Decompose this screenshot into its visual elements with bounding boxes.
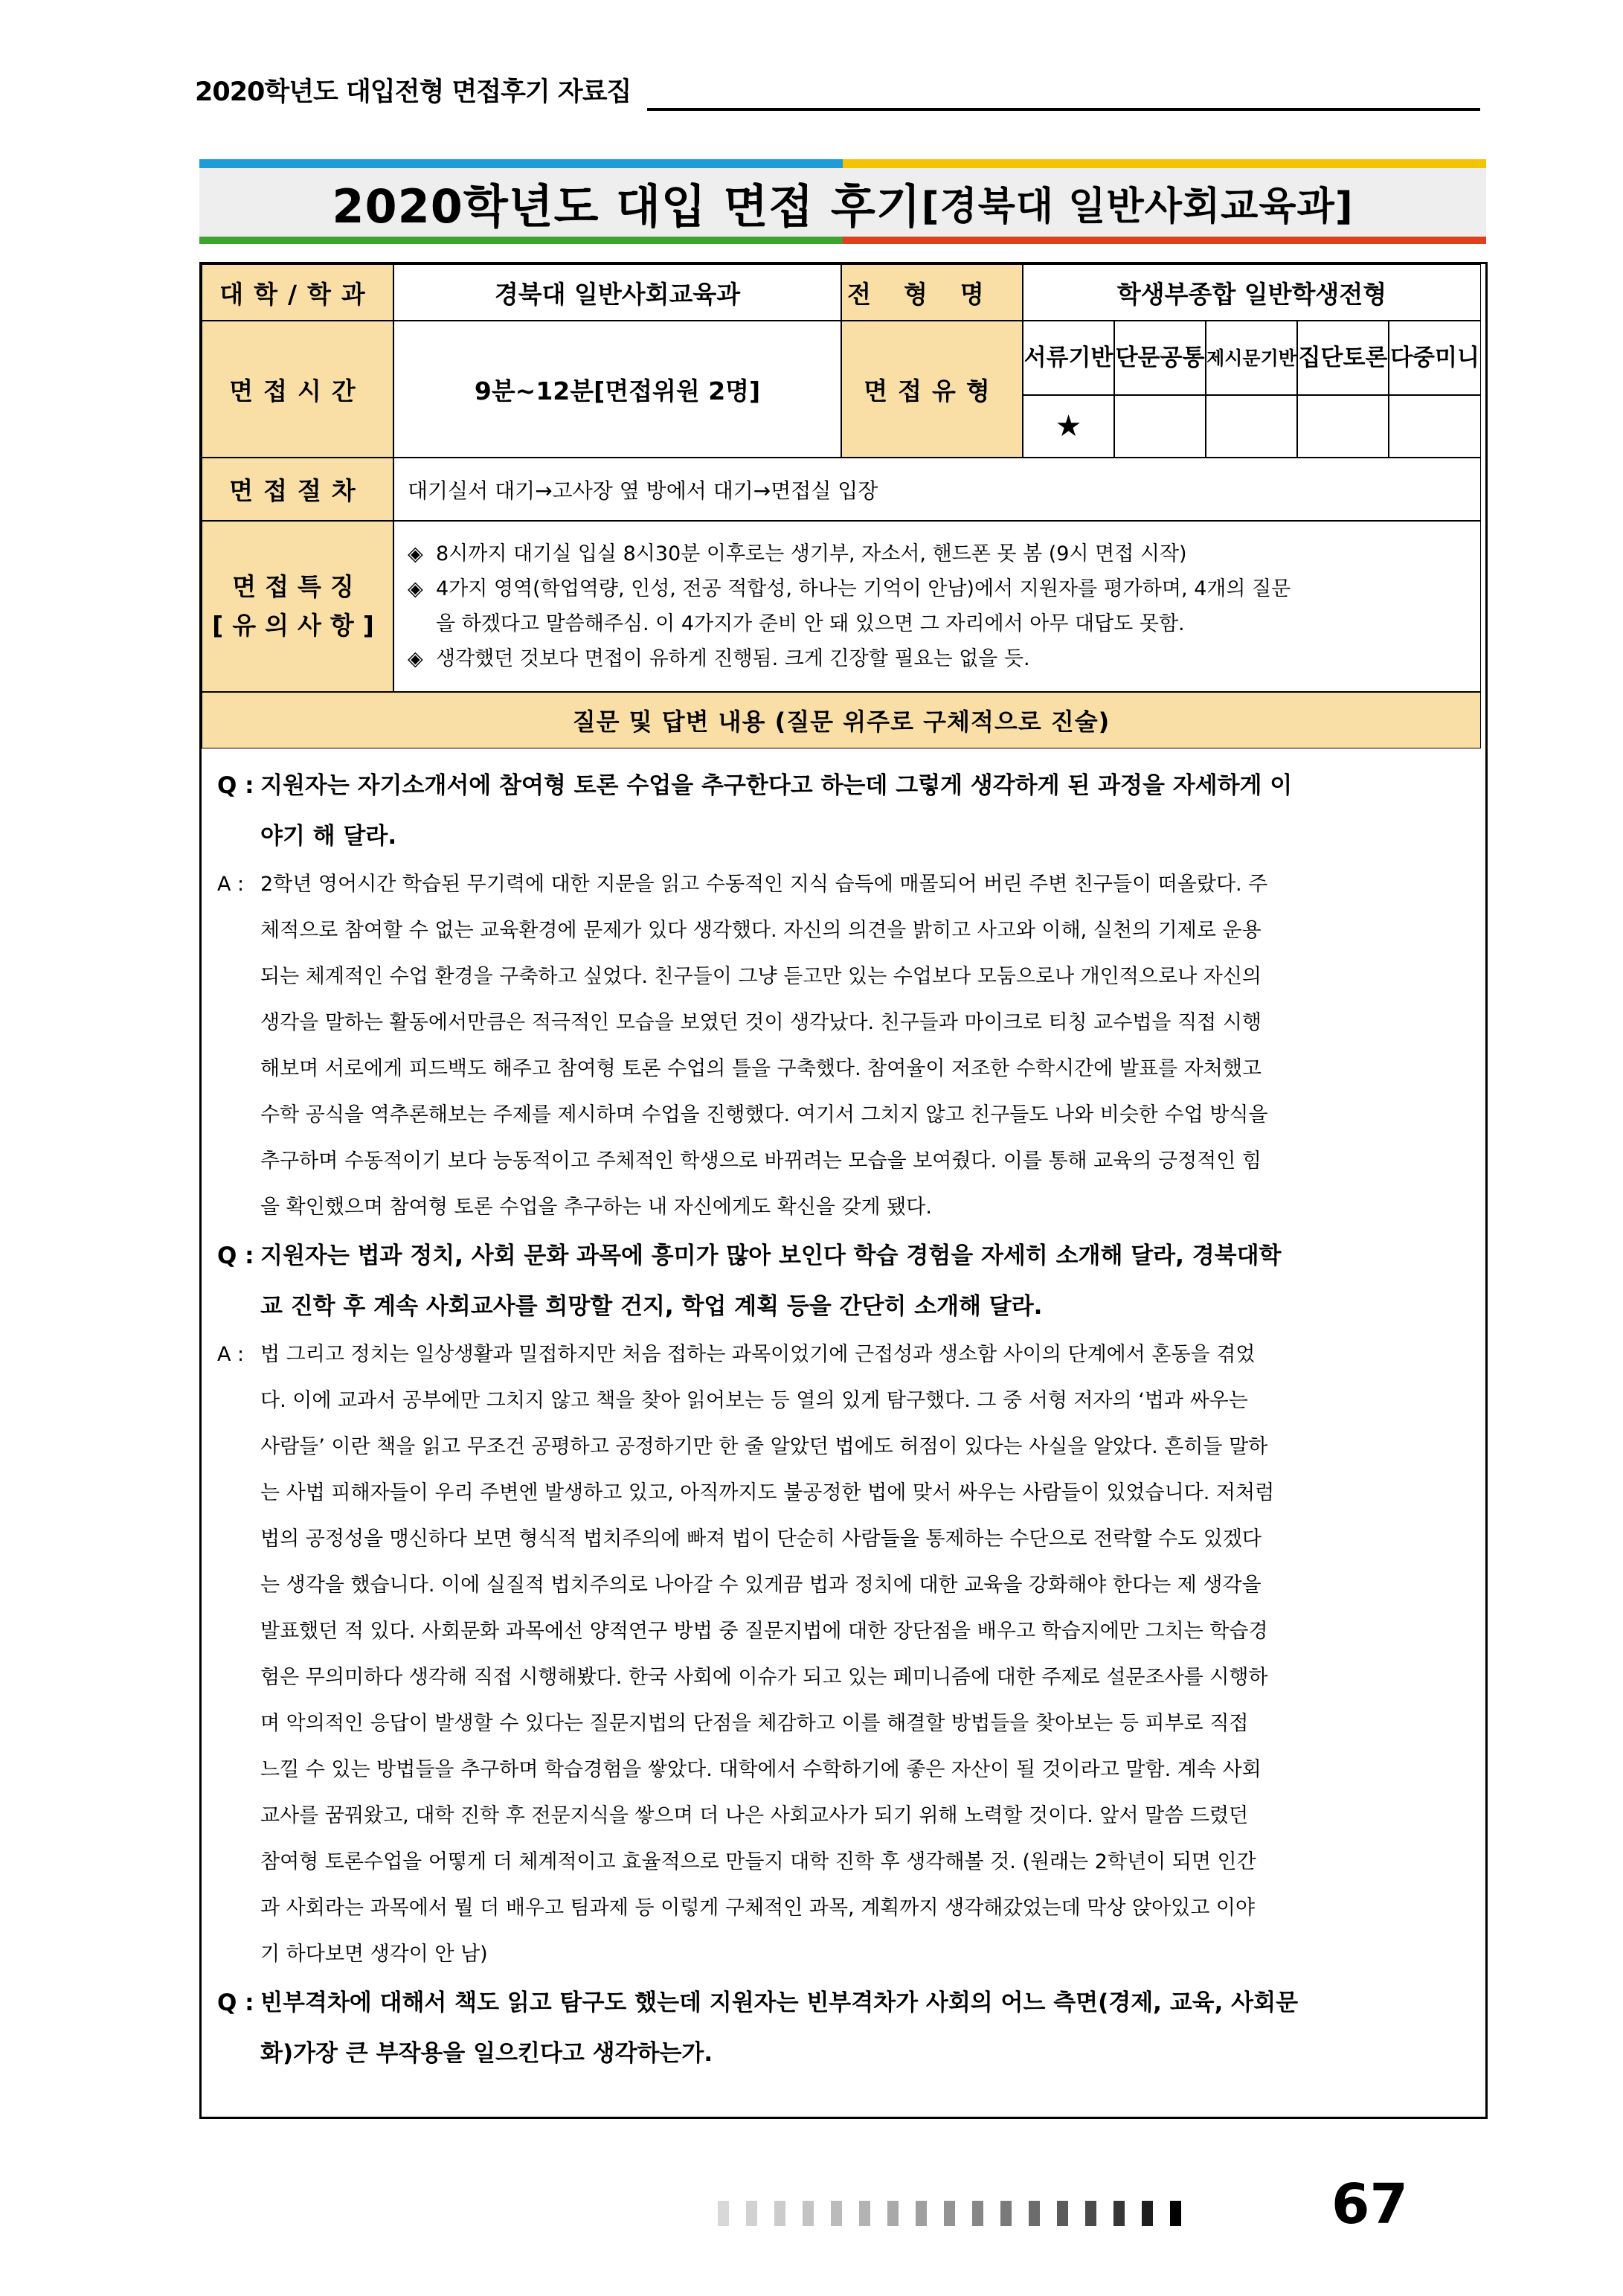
answer-1: A : 2학년 영어시간 학습된 무기력에 대한 지문을 읽고 수동적인 지식 습득에 매몰되어 버린 주변 친구들이 떠올랐다. 주 체적으로 참여할 수 없는 교육환경에 문제가 있다 생각했다. 자신의 의견을 밝히고 사고와 이해, 실천의 기제로 운용 되는 체계적인 수업 환경을 구축하고 싶었다. 친구들이 그냥 듣고만 있는 수업보다 모둠으로나 개인적으로나 자신의 생각을 말하는 활동에서만큼은 적극적인 모습을 보였던 것이 생각났다. 친구들과 마이크로 티칭 교수법을 직접 시행 해보며 서로에게 피드백도 해주고 참여형 토론 수업의 틀을 구축했다. 참여율이 저조한 수학시간에 발표를 자처했고 수학 공식을 역추론해보는 주제를 제시하며 수업을 진행했다. 여기서 그치지 않고 친구들도 나와 비슷한 수업 방식을 추구하며 수동적이기 보다 능동적이고 주체적인 학생으로 바뀌려는 모습을 보여줬다. 이를 통해 교육의 긍정적인 힘 을 확인했으며 참여형 토론 수업을 추구하는 내 자신에게도 확신을 갖게 됐다.	[217, 873, 1268, 1219]
question-1: Q : 지원자는 자기소개서에 참여형 토론 수업을 추구한다고 하는데 그렇게 생각하게 된 과정을 자세하게 이 야기 해 달라.	[217, 772, 1293, 850]
question-2: Q : 지원자는 법과 정치, 사회 문화 과목에 흥미가 많아 보인다 학습 경험을 자세히 소개해 달라, 경북대학 교 진학 후 계속 사회교사를 희망할 건지, 학업 계획 등을 간단히 소개해 달라.	[217, 1242, 1282, 1320]
type-document-based: 서류 기반	[1023, 321, 1114, 395]
procedure-value: 대기실서 대기→고사장 옆 방에서 대기→면접실 입장	[393, 458, 1481, 521]
features-label-line1: 면접특징	[232, 572, 363, 601]
feature-item-1: ◈ 8시까지 대기실 입실 8시30분 이후로는 생기부, 자소서, 핸드폰 못 봄 (9시 면접 시작)	[408, 536, 1187, 571]
type-passage-based: 제시문 기반	[1206, 321, 1297, 395]
page-number: 67	[1331, 2172, 1408, 2236]
diamond-bullet-icon: ◈	[408, 542, 423, 565]
features-list	[393, 521, 1481, 692]
type-mark-3	[1206, 395, 1297, 458]
running-header-rule	[647, 108, 1480, 111]
running-header: 2020학년도 대입전형 면접후기 자료집	[195, 77, 631, 107]
type-multiple-mini: 다중 미니	[1389, 321, 1481, 395]
time-value: 9분~12분[면접위원 2명]	[393, 321, 841, 458]
univ-value: 경북대 일반사회교육과	[393, 264, 841, 321]
time-label: 면접시간	[202, 321, 393, 458]
feature-item-2-continued: 을 하겠다고 말씀해주심. 이 4가지가 준비 안 돼 있으면 그 자리에서 아무 대답도 못함.	[436, 612, 1185, 635]
diamond-bullet-icon: ◈	[408, 577, 423, 600]
features-label	[202, 521, 393, 692]
diamond-bullet-icon: ◈	[408, 647, 423, 670]
track-value: 학생부종합 일반학생전형	[1023, 264, 1481, 321]
title-band-stripe-green	[199, 237, 843, 244]
question-3: Q : 빈부격차에 대해서 책도 읽고 탐구도 했는데 지원자는 빈부격차가 사회의 어느 측면(경제, 교육, 사회문 화)가장 큰 부작용을 일으킨다고 생각하는가.	[217, 1989, 1299, 2067]
title-band-stripe-yellow	[843, 159, 1486, 168]
document-title	[199, 168, 1486, 237]
qa-section-header: 질문 및 답변 내용 (질문 위주로 구체적으로 진술)	[202, 692, 1481, 748]
type-short-common: 단문 공통	[1114, 321, 1206, 395]
type-mark-5	[1389, 395, 1481, 458]
type-mark-4	[1297, 395, 1389, 458]
type-group-discussion: 집단 토론	[1297, 321, 1389, 395]
title-band-stripe-blue	[199, 159, 843, 168]
answer-2: A : 법 그리고 정치는 일상생활과 밀접하지만 처음 접하는 과목이었기에 근접성과 생소함 사이의 단계에서 혼동을 겪었 다. 이에 교과서 공부에만 그치지 않고 책을 찾아 읽어보는 등 열의 있게 탐구했다. 그 중 서형 저자의 ‘법과 싸우는 사람들’ 이란 책을 읽고 무조건 공평하고 공정하기만 한 줄 알았던 법에도 허점이 있다는 사실을 알았다. 흔히들 말하 는 사법 피해자들이 우리 주변엔 발생하고 있고, 아직까지도 불공정한 법에 맞서 싸우는 사람들이 있었습니다. 저처럼 법의 공정성을 맹신하다 보면 형식적 법치주의에 빠져 법이 단순히 사람들을 통제하는 수단으로 전락할 수도 있겠다 는 생각을 했습니다. 이에 실질적 법치주의로 나아갈 수 있게끔 법과 정치에 대한 교육을 강화해야 한다는 제 생각을 발표했던 적 있다. 사회문화 과목에선 양적연구 방법 중 질문지법에 대한 장단점을 배우고 학습지에만 그치는 학습경 험은 무의미하다 생각해 직접 시행해봤다. 한국 사회에 이슈가 되고 있는 페미니즘에 대한 주제로 설문조사를 시행하 며 악의적인 응답이 발생할 수 있다는 질문지법의 단점을 체감하고 이를 해결할 방법들을 찾아보는 등 피부로 직접 느낄 수 있는 방법들을 추구하며 학습경험을 쌓았다. 대학에서 수학하기에 좋은 자산이 될 것이라고 말함. 계속 사회 교사를 꿈꿔왔고, 대학 진학 후 전문지식을 쌓으며 더 나은 사회교사가 되기 위해 노력할 것이다. 앞서 말씀 드렸던 참여형 토론수업을 어떻게 더 체계적이고 효율적으로 만들지 대학 진학 후 생각해볼 것. (원래는 2학년이 되면 인간 과 사회라는 과목에서 뭘 더 배우고 팀과제 등 이렇게 구체적인 과목, 계획까지 생각해갔었는데 막상 앉아있고 이야 기 하다보면 생각이 안 남)	[217, 1343, 1275, 1966]
univ-label: 대학/학과	[202, 264, 393, 321]
track-label: 전형명	[841, 264, 1023, 321]
title-sub: [경북대 일반사회교육과]	[921, 184, 1354, 229]
qa-list	[217, 760, 1467, 2079]
procedure-label: 면접절차	[202, 458, 393, 521]
type-mark-1: ★	[1023, 395, 1114, 458]
title-band-stripe-red	[843, 237, 1486, 244]
features-label-line2: [유의사항]	[212, 611, 383, 640]
feature-item-3: ◈ 생각했던 것보다 면접이 유하게 진행됨. 크게 긴장할 필요는 없을 듯.	[408, 641, 1030, 676]
page-progress-bars	[718, 2201, 1198, 2226]
type-mark-2	[1114, 395, 1206, 458]
title-main: 2020학년도 대입 면접 후기	[332, 179, 922, 234]
type-label: 면접유형	[841, 321, 1023, 458]
feature-item-2: ◈ 4가지 영역(학업역량, 인성, 전공 적합성, 하나는 기억이 안남)에서 지원자를 평가하며, 4개의 질문	[408, 571, 1291, 606]
